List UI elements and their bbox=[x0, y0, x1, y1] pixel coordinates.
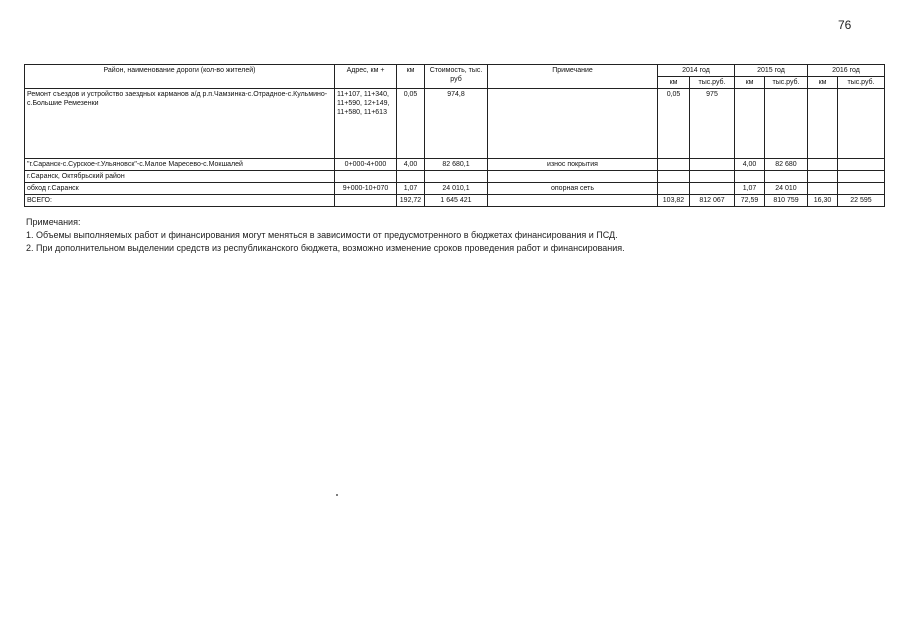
header-km: км bbox=[397, 65, 425, 89]
cell-km-2014 bbox=[658, 159, 690, 171]
cell-km-2016: 16,30 bbox=[808, 195, 838, 207]
cell-address bbox=[335, 171, 397, 183]
cell-km-2014: 103,82 bbox=[658, 195, 690, 207]
cell-rub-2014 bbox=[690, 171, 735, 183]
cell-rub-2016 bbox=[838, 159, 885, 171]
cell-address: 11+107, 11+340, 11+590, 12+149, 11+580, 11+613 bbox=[335, 89, 397, 159]
cell-cost: 82 680,1 bbox=[425, 159, 488, 171]
cell-km: 0,05 bbox=[397, 89, 425, 159]
subheader-rub-2015: тыс.руб. bbox=[765, 77, 808, 89]
cell-rub-2016: 22 595 bbox=[838, 195, 885, 207]
cell-rub-2016 bbox=[838, 89, 885, 159]
cell-rub-2015: 24 010 bbox=[765, 183, 808, 195]
cell-cost: 1 645 421 bbox=[425, 195, 488, 207]
subheader-rub-2014: тыс.руб. bbox=[690, 77, 735, 89]
cell-km: 192,72 bbox=[397, 195, 425, 207]
subheader-km-2016: км bbox=[808, 77, 838, 89]
header-road: Район, наименование дороги (кол-во жителей) bbox=[25, 65, 335, 89]
cell-rub-2015 bbox=[765, 89, 808, 159]
header-row bbox=[25, 65, 885, 77]
subheader-km-2014: км bbox=[658, 77, 690, 89]
cell-road: Ремонт съездов и устройство заездных карманов а/д р.п.Чамзинка-с.Отрадное-с.Кульмино-с.Большие Ремезенки bbox=[25, 89, 335, 159]
cell-km-2016 bbox=[808, 171, 838, 183]
notes-title: Примечания: bbox=[26, 217, 81, 227]
table-row bbox=[25, 171, 885, 183]
subheader-rub-2016: тыс.руб. bbox=[838, 77, 885, 89]
road-works-table bbox=[24, 64, 885, 207]
cell-rub-2014: 812 067 bbox=[690, 195, 735, 207]
cell-rub-2014 bbox=[690, 159, 735, 171]
cell-cost: 974,8 bbox=[425, 89, 488, 159]
scan-speck bbox=[336, 494, 338, 496]
cell-km-2015 bbox=[735, 171, 765, 183]
header-cost: Стоимость, тыс. руб bbox=[425, 65, 488, 89]
total-row bbox=[25, 195, 885, 207]
cell-km-2016 bbox=[808, 89, 838, 159]
page-number: 76 bbox=[838, 18, 852, 32]
cell-note bbox=[488, 171, 658, 183]
cell-km-2014: 0,05 bbox=[658, 89, 690, 159]
cell-address: 0+000-4+000 bbox=[335, 159, 397, 171]
note-item: 1. Объемы выполняемых работ и финансирования могут меняться в зависимости от предусмотренного в бюджетах финансирования и ПСД. bbox=[26, 230, 618, 240]
cell-rub-2014 bbox=[690, 183, 735, 195]
cell-note bbox=[488, 195, 658, 207]
cell-address bbox=[335, 195, 397, 207]
cell-note: износ покрытия bbox=[488, 159, 658, 171]
table-row bbox=[25, 183, 885, 195]
cell-cost bbox=[425, 171, 488, 183]
cell-rub-2014: 975 bbox=[690, 89, 735, 159]
cell-km bbox=[397, 171, 425, 183]
cell-note: опорная сеть bbox=[488, 183, 658, 195]
cell-km-2014 bbox=[658, 183, 690, 195]
header-2016: 2016 год bbox=[808, 65, 885, 77]
header-2015: 2015 год bbox=[735, 65, 808, 77]
cell-cost: 24 010,1 bbox=[425, 183, 488, 195]
note-item: 2. При дополнительном выделении средств из республиканского бюджета, возможно изменение сроков проведения работ и финансирования. bbox=[26, 243, 625, 253]
cell-km-2015: 1,07 bbox=[735, 183, 765, 195]
cell-km: 1,07 bbox=[397, 183, 425, 195]
cell-rub-2016 bbox=[838, 171, 885, 183]
cell-km-2016 bbox=[808, 159, 838, 171]
subheader-km-2015: км bbox=[735, 77, 765, 89]
cell-address: 9+000-10+070 bbox=[335, 183, 397, 195]
cell-rub-2015 bbox=[765, 171, 808, 183]
notes-block bbox=[26, 216, 625, 255]
cell-km-2014 bbox=[658, 171, 690, 183]
cell-road: "г.Саранск-с.Сурское-г.Ульяновск"-с.Малое Маресево-с.Мокшалей bbox=[25, 159, 335, 171]
cell-km-2015 bbox=[735, 89, 765, 159]
cell-road: ВСЕГО: bbox=[25, 195, 335, 207]
header-note: Примечание bbox=[488, 65, 658, 89]
cell-rub-2016 bbox=[838, 183, 885, 195]
header-2014: 2014 год bbox=[658, 65, 735, 77]
table-row bbox=[25, 89, 885, 159]
cell-km-2015: 72,59 bbox=[735, 195, 765, 207]
cell-km: 4,00 bbox=[397, 159, 425, 171]
cell-km-2016 bbox=[808, 183, 838, 195]
cell-rub-2015: 810 759 bbox=[765, 195, 808, 207]
table-row bbox=[25, 159, 885, 171]
cell-km-2015: 4,00 bbox=[735, 159, 765, 171]
cell-rub-2015: 82 680 bbox=[765, 159, 808, 171]
cell-road: г.Саранск, Октябрьский район bbox=[25, 171, 335, 183]
cell-note bbox=[488, 89, 658, 159]
cell-road: обход г.Саранск bbox=[25, 183, 335, 195]
header-address: Адрес, км + bbox=[335, 65, 397, 89]
